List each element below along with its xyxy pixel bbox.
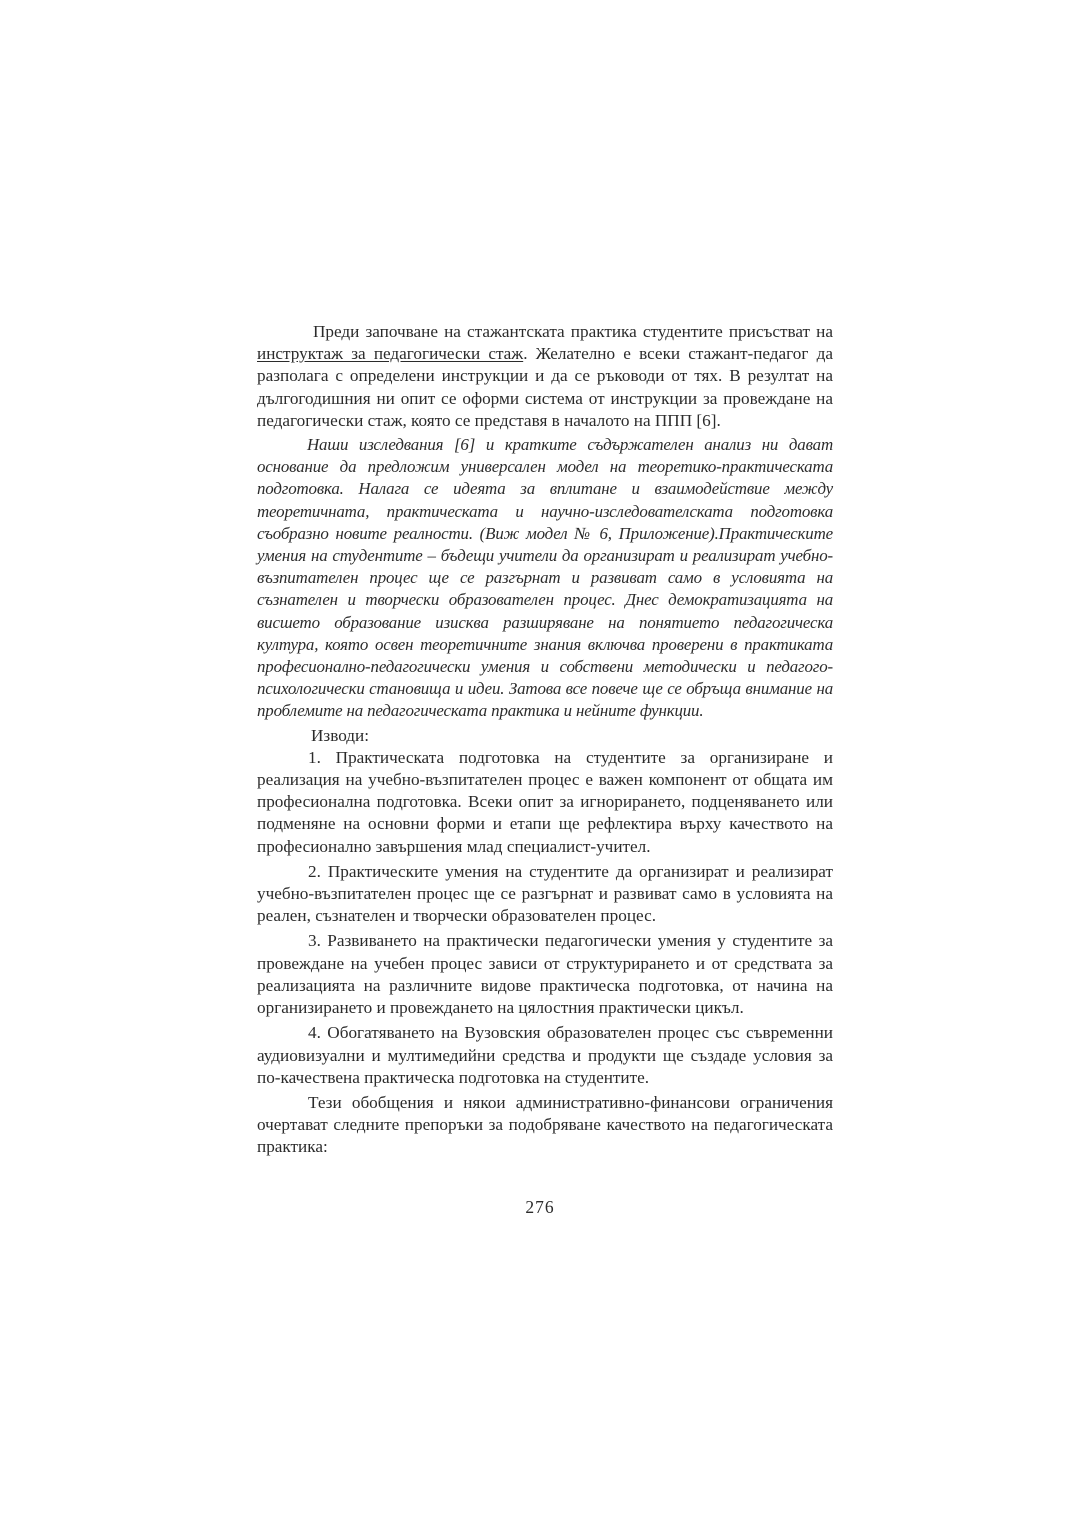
conclusion-item-2: 2. Практическите умения на студентите да организират и реализират учебно-възпитателен процес ще се разгърнат и развиват само в условията на реален, съзнателен и творчески образователен процес. xyxy=(257,861,833,926)
document-body xyxy=(257,321,833,1159)
italic-paragraph: Наши изследвания [6] и кратките съдържателен анализ ни дават основание да предложим универсален модел на теоретико-практическата подготовка. Налага се идеята за вплитане и взаимодействие между теоретичната, практическата и научно-изследователската подготовка съобразно новите реалности. (Виж модел № 6, Приложение).Практическите умения на студентите – бъдещи учители да организират и реализират учебно-възпитателен процес ще се разгърнат и развиват само в условията на съзнателен и творчески образователен процес. Днес демократизацията на висшето образование изисква разширяване на понятието педагогическа култура, която освен теоретичните знания включва проверени в практиката професионално-педагогически умения и собствени методически и педагого-психологически становища и идеи. Затова все повече ще се обръща внимание на проблемите на педагогическата практика и нейните функции. xyxy=(257,435,833,721)
page-number: 276 xyxy=(525,1197,555,1217)
intro-text-before: Преди започване на стажантската практика студентите присъстват на xyxy=(313,322,833,341)
instruction-link[interactable]: инструктаж за педагогически стаж xyxy=(257,344,524,364)
intro-paragraph xyxy=(257,321,833,432)
conclusions-heading: Изводи: xyxy=(311,725,370,745)
closing-paragraph: Тези обобщения и някои административно-финансови ограничения очертават следните препоръки за подобряване качеството на педагогическата практика: xyxy=(257,1092,833,1157)
conclusion-item-4: 4. Обогатяването на Вузовския образователен процес със съвременни аудиовизуални и мултимедийни средства и продукти ще създаде условия за по-качествена практическа подготовка на студентите. xyxy=(257,1023,833,1087)
intro-text-after: . Желателно е всеки стажант-педагог да разполага с определени инструкции и да се ръководи от тях. В резултат на дългогодишния ни опит се оформи система от инструкции за провеждане на педагогически стаж, която се представя в началото на ППП [6]. xyxy=(257,344,834,430)
conclusion-item-3: 3. Развиването на практически педагогически умения у студентите за провеждане на учебен процес зависи от структурирането и от средствата за реализацията на различните видове практическа подготовка, от начина на организирането и провеждането на цялостния практически цикъл. xyxy=(257,931,833,1018)
conclusion-item-1: 1. Практическата подготовка на студентите за организиране и реализация на учебно-възпитателен процес е важен компонент от общата им професионална подготовка. Всеки опит за игнорирането, подценяването или подменяне на основни форми и етапи ще рефлектира върху качеството на професионално завършения млад специалист-учител. xyxy=(257,747,833,856)
